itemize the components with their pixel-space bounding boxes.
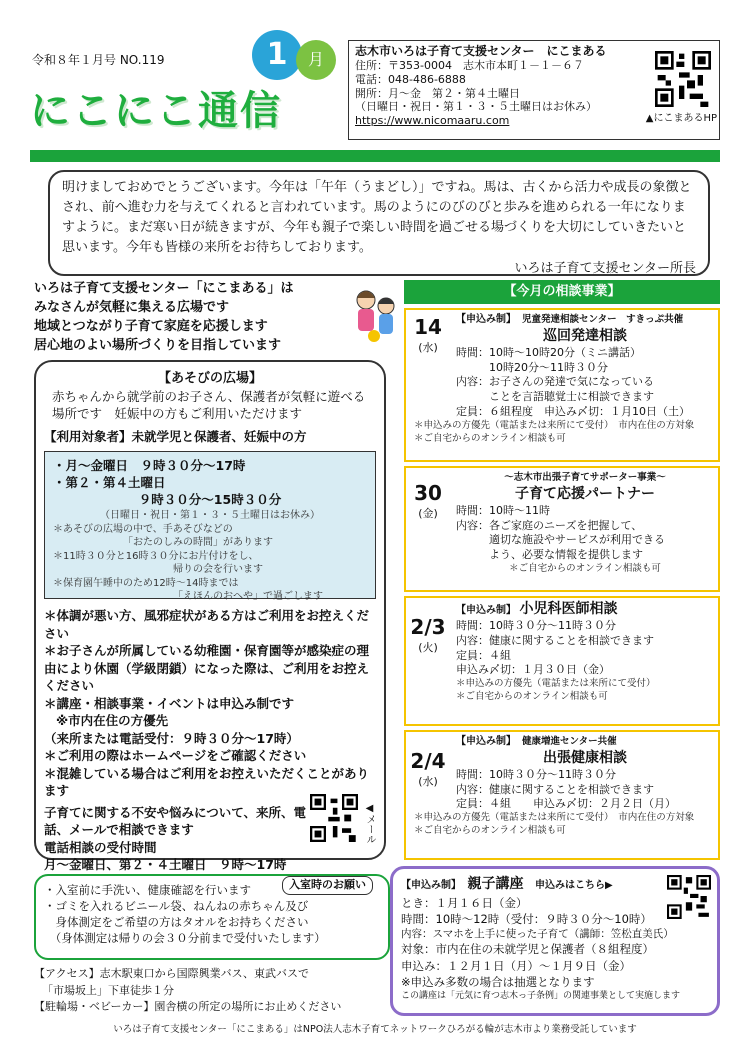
consult-dow: (水) (418, 775, 438, 788)
consult-date (406, 468, 450, 522)
apply-tag: 【申込み制】 (456, 314, 511, 325)
access-info (34, 966, 384, 1016)
mail-qr-code-icon[interactable] (310, 794, 358, 842)
usage-note: ＊体調が悪い方、風邪症状がある方はご利用をお控えください (44, 608, 370, 641)
apply-tag: 【申込み制】 (456, 605, 516, 616)
intro-line: いろは子育て支援センター「にこまある」は (34, 281, 294, 296)
apply-tag: 【申込み制】 (401, 880, 456, 891)
hours-note: ＊11時３０分と16時３０分にお片付けをし、 (53, 550, 259, 562)
phone-hours: 月～金曜日、第２・４土曜日 ９時～17時 (44, 857, 287, 873)
consult-line: 時間：10時～10時20分（ミニ講話） (456, 345, 641, 359)
qr-hp-label: ▲にこまあるHP (645, 113, 717, 124)
usage-note: ＊講座・相談事業・イベントは申込み制です (44, 695, 295, 711)
consult-body (456, 600, 714, 704)
hours-note: 「えほんのおへや」で過ごします (173, 591, 323, 603)
greeting-text: 明けましておめでとうございます。今年は「午年（うまどし）」ですね。馬は、古くから活力や成長の象徴とされ、前へ進む力を与えてくれると言われています。馬のようにのびのびと歩みを進められる一年になりますように。まだ寒い日が続きますが、今年も親子で楽しい時間を過ごせる場づくりを大切にしていきたいと思います。今年も皆様の来所をお待ちしております。 (62, 180, 692, 256)
hours-note: ＊あそびの広場の中で、手あそびなどの (53, 523, 233, 535)
hours-note: 「おたのしみの時間」があります (123, 537, 273, 549)
children-illustration-icon (348, 286, 402, 346)
parent-line: この講座は「元気に育つ志木っ子条例」の関連事業として実施します (401, 990, 681, 1001)
mail-label: ◀メール (364, 803, 375, 844)
opening-hours-box (44, 451, 376, 603)
parking-line: 【駐輪場・ベビーカー】園舎横の所定の場所にお止めください (34, 1000, 342, 1013)
usage-note: （来所または電話受付：９時３０分～17時） (44, 730, 299, 746)
center-name: 志木市いろは子育て支援センター にこまある (355, 44, 607, 58)
consult-title: 小児科医師相談 (519, 601, 618, 617)
consultation-item (404, 466, 720, 592)
center-url[interactable]: https://www.nicomaaru.com (355, 114, 510, 127)
qr-code-icon[interactable] (655, 51, 711, 107)
hours-saturday: ・第２・第４土曜日 (53, 475, 166, 491)
intro-line: みなさんが気軽に集える広場です (34, 299, 230, 315)
consultation-item (404, 730, 720, 860)
month-badge: 1 (252, 30, 302, 80)
care-line: 身体測定をご希望の方はタオルをお持ちください (44, 915, 309, 930)
consultation-text: 子育てに関する不安や悩みについて、来所、電話、メールで相談できます (44, 804, 307, 838)
consult-date (406, 598, 450, 656)
consult-line: 定員：４組 (456, 648, 511, 662)
apply-here-link[interactable]: 申込みはこちら▶ (535, 880, 613, 891)
consult-line: 申込み〆切：１月３０日（金） (456, 663, 610, 677)
consult-note: ＊ご自宅からのオンライン相談も可 (414, 825, 566, 837)
consult-line: 内容：お子さんの発達で気になっている (456, 375, 654, 389)
intro-line: 地域とつながり子育て家庭を応援します (34, 318, 268, 334)
consult-note: ＊申込みの方優先（電話または来所にて受付） 市内在住の方対象 (414, 812, 695, 824)
care-line: ・入室前に手洗い、健康確認を行います (44, 883, 251, 897)
access-line: 「市場坂上」下車徒歩１分 (42, 983, 174, 997)
consult-line: 時間：10時～11時 (456, 503, 550, 517)
consult-note: ＊ご自宅からのオンライン相談も可 (456, 691, 608, 703)
consultation-item (404, 308, 720, 462)
entry-request-label: 入室時のお願い (282, 876, 373, 895)
playroom-box (34, 360, 386, 873)
consult-note: ＊ご自宅からのオンライン相談も可 (414, 432, 566, 444)
playroom-title: 【あそびの広場】 (157, 371, 262, 386)
consult-body (456, 470, 714, 576)
parent-line: とき：１月１６日（金） (401, 895, 528, 910)
consult-note: ＊ご自宅からのオンライン相談も可 (509, 563, 661, 575)
consult-title: 巡回発達相談 (543, 327, 627, 344)
greeting-signature: いろは子育て支援センター所長 (514, 260, 696, 276)
apply-tag: 【申込み制】 (456, 736, 511, 747)
parent-line: 対象：市内在住の未就学児と保護者（８組程度） (401, 942, 654, 957)
center-info-box (348, 40, 720, 140)
newsletter-title: にこにこ通信 (30, 88, 282, 134)
consult-line: 時間：10時３０分～11時３０分 (456, 618, 616, 632)
usage-note: ※市内在住の方優先 (56, 713, 169, 729)
center-phone: 電話：048-486-6888 (355, 72, 466, 86)
hours-note: 帰りの会を行います (173, 564, 263, 576)
access-line: 【アクセス】志木駅東口から国際興業バス、東武バスで (34, 967, 309, 980)
consult-sub: ～志木市出張子育てサポーター事業～ (504, 472, 666, 483)
apply-qr-code-icon[interactable] (667, 875, 711, 919)
intro-text (34, 280, 354, 355)
usage-note: ＊ご利用の際はホームページをご確認ください (44, 748, 307, 764)
consult-title: 子育て応援パートナー (515, 485, 655, 502)
hours-saturday-time: ９時３０分～15時３０分 (138, 492, 282, 508)
consult-sub: 健康増進センター共催 (522, 736, 617, 747)
parent-line: 内容：スマホを上手に使った子育て（講師：笠松直美氏） (401, 927, 674, 940)
playroom-description: 赤ちゃんから就学前のお子さん、保護者が気軽に遊べる場所です 妊娠中の方もご利用いただけます (52, 388, 366, 422)
parent-line: 申込み：１２月１日（月）～１月９日（金） (401, 958, 631, 973)
parent-line: 時間：10時～12時（受付：９時３０分～10時） (401, 911, 652, 926)
hours-note: ＊保育園午睡中のため12時～14時までは (53, 577, 239, 589)
consult-note: ＊申込みの方優先（電話または来所にて受付） (456, 678, 656, 690)
center-closed: （日曜日・祝日・第１・３・５土曜日はお休み） (355, 100, 597, 114)
issue-number: 令和８年１月号 NO.119 (32, 53, 165, 67)
consult-date (406, 310, 450, 356)
parent-class-box (390, 866, 720, 1016)
consultation-header: 【今月の相談事業】 (404, 280, 720, 304)
consult-date (406, 732, 450, 790)
consult-line: 定員：６組程度 申込み〆切：１月10日（土） (456, 405, 690, 419)
consult-dow: (水) (418, 341, 438, 354)
intro-line: 居心地のよい場所づくりを目指しています (34, 337, 282, 353)
consult-line: 内容：健康に関することを相談できます (456, 633, 654, 647)
consult-day: 14 (414, 315, 442, 339)
consult-line: 定員：４組 申込み〆切：２月２日（月） (456, 797, 676, 811)
usage-note: ＊お子さんが所属している幼稚園・保育園等が感染症の理由により休園（学級閉鎖）になった際は、ご利用をお控えください (44, 643, 370, 694)
usage-note: ＊混雑している場合はご利用をお控えいただくことがあります (44, 765, 370, 799)
consult-line: 適切な施設やサービスが利用できる (456, 533, 665, 547)
consult-title: 出張健康相談 (543, 749, 627, 766)
consult-day: 30 (414, 481, 442, 505)
month-suffix-badge: 月 (296, 40, 336, 80)
hours-weekday: ・月～金曜日 ９時３０分～17時 (53, 458, 246, 474)
consult-dow: (金) (418, 507, 438, 520)
care-line: （身体測定は帰りの会３０分前まで受付いたします） (44, 931, 326, 946)
greeting-box (48, 170, 710, 276)
playroom-target: 【利用対象者】未就学児と保護者、妊娠中の方 (44, 428, 307, 444)
consult-line: 内容：各ご家庭のニーズを把握して、 (456, 518, 643, 532)
center-address: 住所：〒353-0004 志木市本町１－１－６７ (355, 59, 584, 72)
consult-note: ＊申込みの方優先（電話または来所にて受付） 市内在住の方対象 (414, 419, 695, 431)
consult-line: よう、必要な情報を提供します (456, 548, 643, 562)
consult-day: 2/3 (410, 615, 446, 639)
consult-line: 時間：10時３０分～11時３０分 (456, 767, 616, 781)
consult-line: 内容：健康に関することを相談できます (456, 782, 654, 796)
consultation-item (404, 596, 720, 726)
parent-class-title: 親子講座 (467, 876, 524, 892)
consult-day: 2/4 (410, 749, 446, 773)
parent-line: ※申込み多数の場合は抽選となります (401, 974, 595, 989)
center-open: 開所：月～金 第２・第４土曜日 (355, 86, 520, 100)
consult-sub: 児童発達相談センター すきっぷ共催 (522, 314, 684, 325)
consult-dow: (火) (418, 641, 438, 654)
phone-hours-title: 電話相談の受付時間 (44, 839, 157, 855)
footer-note: いろは子育て支援センター「にこまある」はNPO法人志木子育てネットワークひろがる輪が志木市より業務受託しています (113, 1024, 637, 1035)
divider-bar (30, 150, 720, 162)
consult-line: ことを言語聴覚士に相談できます (456, 390, 654, 404)
hours-closed-note: （日曜日・祝日・第１・３・５土曜日はお休み） (100, 510, 320, 522)
care-line: ・ゴミを入れるビニール袋、ねんねの赤ちゃん及び (44, 899, 309, 914)
consult-line: 10時20分～11時３０分 (456, 360, 608, 374)
